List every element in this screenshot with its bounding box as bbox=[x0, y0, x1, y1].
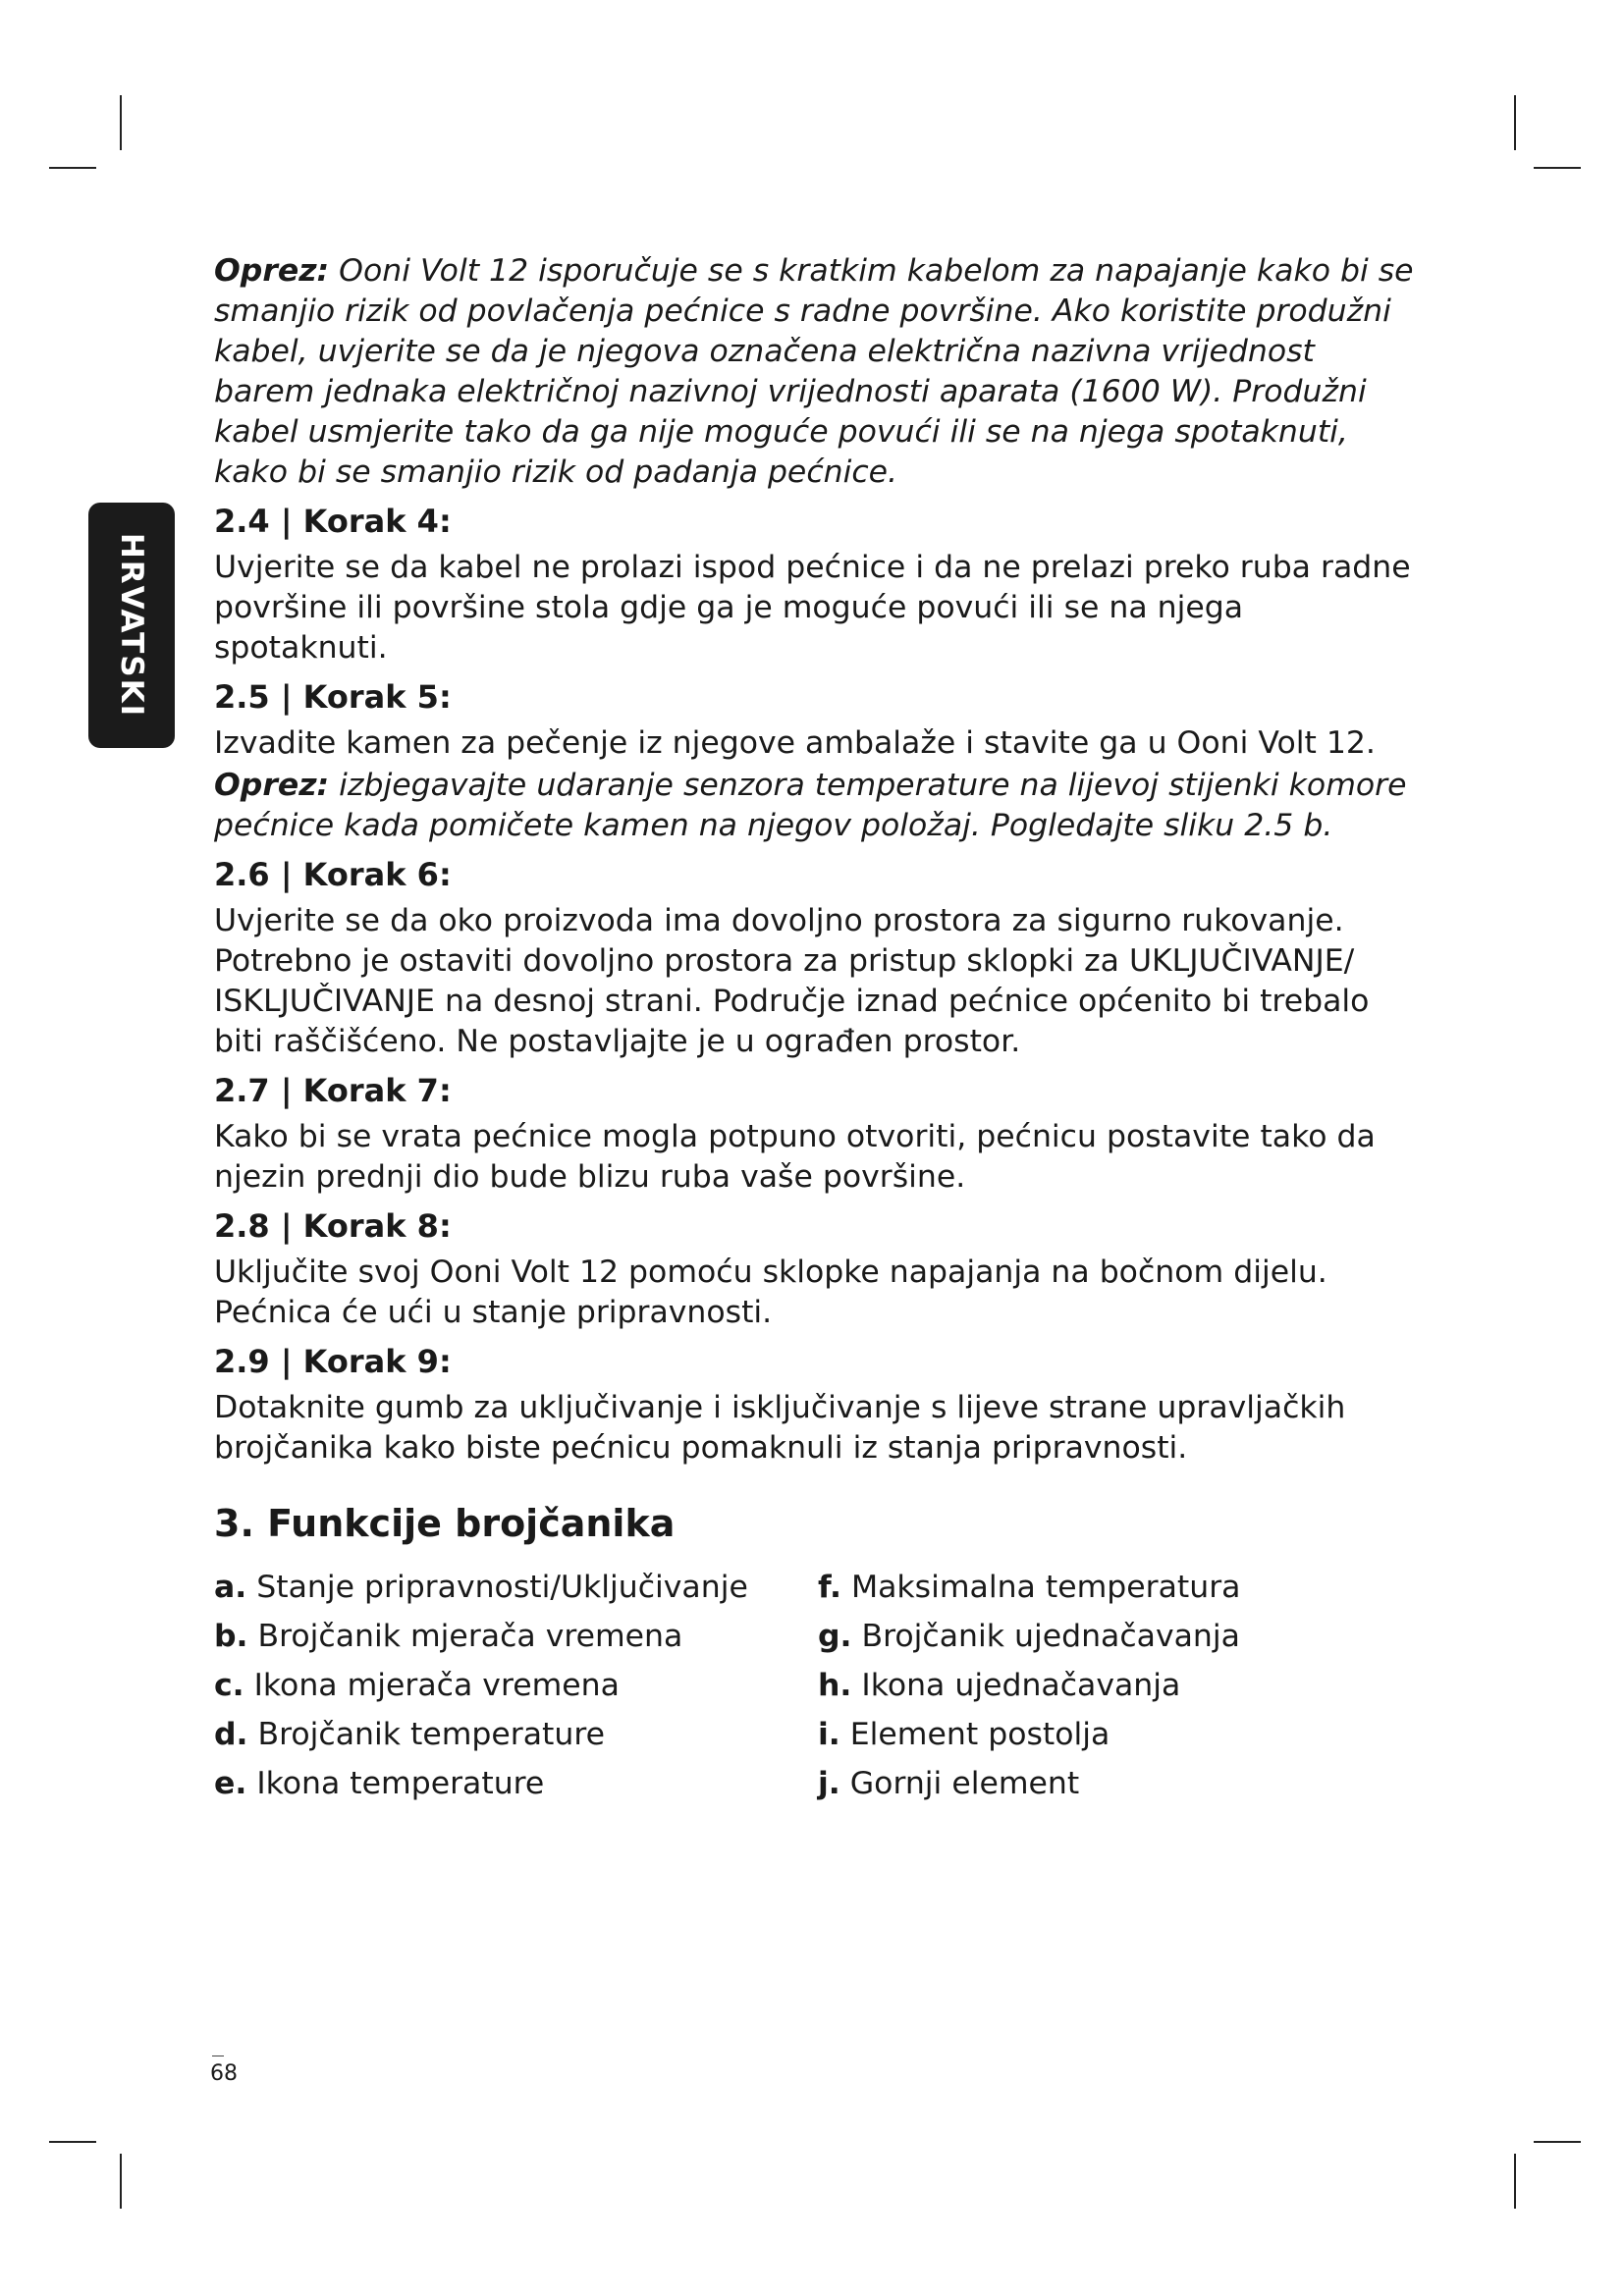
feature-item-g bbox=[818, 1612, 1422, 1661]
step-5-caution-label: Oprez: bbox=[214, 768, 330, 803]
caution-intro-label: Oprez: bbox=[214, 253, 330, 289]
feature-item-j bbox=[818, 1759, 1422, 1808]
feature-label: Ikona temperature bbox=[256, 1766, 545, 1801]
step-4-heading: 2.4 | Korak 4: bbox=[214, 503, 452, 540]
section-3-title: 3. Funkcije brojčanika bbox=[214, 1502, 676, 1545]
crop-mark-top-left-horizontal bbox=[49, 167, 96, 169]
step-6-text: Uvjerite se da oko proizvoda ima dovoljno prostora za sigurno rukovanje. Potrebno je ostaviti dovoljno prostora za pristup sklopki za UKLJUČIVANJE/ ISKLJUČIVANJE na desnoj strani. Područje iznad pećnice općenito bi trebalo biti raščišćeno. Ne postavljajte je u ograđen prostor. bbox=[214, 903, 1370, 1059]
step-5-heading: 2.5 | Korak 5: bbox=[214, 678, 452, 716]
feature-label: Stanje pripravnosti/Uključivanje bbox=[256, 1570, 748, 1605]
feature-letter: b. bbox=[214, 1619, 248, 1654]
feature-item-b bbox=[214, 1612, 818, 1661]
crop-mark-bottom-right-horizontal bbox=[1534, 2141, 1581, 2143]
feature-item-a bbox=[214, 1563, 818, 1612]
crop-mark-bottom-left-horizontal bbox=[49, 2141, 96, 2143]
crop-mark-bottom-left-vertical bbox=[120, 2154, 122, 2209]
step-9-text: Dotaknite gumb za uključivanje i isključivanje s lijeve strane upravljačkih brojčanika kako biste pećnicu pomaknuli iz stanja pripravnosti. bbox=[214, 1390, 1346, 1466]
feature-item-e bbox=[214, 1759, 818, 1808]
crop-mark-top-left-vertical bbox=[120, 95, 122, 150]
feature-letter: c. bbox=[214, 1668, 244, 1703]
feature-label: Brojčanik temperature bbox=[257, 1717, 605, 1752]
page-content bbox=[214, 251, 1422, 1808]
feature-label: Brojčanik ujednačavanja bbox=[861, 1619, 1240, 1654]
feature-label: Ikona ujednačavanja bbox=[861, 1668, 1181, 1703]
feature-item-d bbox=[214, 1710, 818, 1759]
features-left-column bbox=[214, 1563, 818, 1808]
feature-label: Element postolja bbox=[849, 1717, 1110, 1752]
feature-item-c bbox=[214, 1661, 818, 1710]
feature-letter: g. bbox=[818, 1619, 852, 1654]
feature-letter: j. bbox=[818, 1766, 840, 1801]
feature-item-i bbox=[818, 1710, 1422, 1759]
step-7-text: Kako bi se vrata pećnice mogla potpuno otvoriti, pećnicu postavite tako da njezin prednji dio bude blizu ruba vaše površine. bbox=[214, 1119, 1376, 1195]
feature-letter: a. bbox=[214, 1570, 247, 1605]
feature-label: Ikona mjerača vremena bbox=[253, 1668, 620, 1703]
feature-letter: f. bbox=[818, 1570, 841, 1605]
crop-mark-top-right-vertical bbox=[1514, 95, 1516, 150]
feature-label: Brojčanik mjerača vremena bbox=[257, 1619, 683, 1654]
dial-features-list bbox=[214, 1563, 1422, 1808]
features-right-column bbox=[818, 1563, 1422, 1808]
crop-mark-bottom-right-vertical bbox=[1514, 2154, 1516, 2209]
feature-label: Maksimalna temperatura bbox=[850, 1570, 1241, 1605]
feature-item-h bbox=[818, 1661, 1422, 1710]
step-8-text: Uključite svoj Ooni Volt 12 pomoću sklopke napajanja na bočnom dijelu. Pećnica će ući u stanje pripravnosti. bbox=[214, 1255, 1327, 1330]
step-7-heading: 2.7 | Korak 7: bbox=[214, 1072, 452, 1109]
language-side-tab-label: HRVATSKI bbox=[114, 532, 149, 719]
feature-letter: h. bbox=[818, 1668, 852, 1703]
step-8-heading: 2.8 | Korak 8: bbox=[214, 1207, 452, 1245]
crop-mark-top-right-horizontal bbox=[1534, 167, 1581, 169]
feature-letter: e. bbox=[214, 1766, 247, 1801]
step-9-heading: 2.9 | Korak 9: bbox=[214, 1343, 452, 1380]
caution-intro-text: Ooni Volt 12 isporučuje se s kratkim kabelom za napajanje kako bi se smanjio rizik od povlačenja pećnice s radne površine. Ako koristite produžni kabel, uvjerite se da je njegova označena električna nazivna vrijednost barem jednaka električnoj nazivnoj vrijednosti aparata (1600 W). Produžni kabel usmjerite tako da ga nije moguće povući ili se na njega spotaknuti, kako bi se smanjio rizik od padanja pećnice. bbox=[214, 253, 1414, 490]
step-5-caution-text: izbjegavajte udaranje senzora temperature na lijevoj stijenki komore pećnice kada pomičete kamen na njegov položaj. Pogledajte sliku 2.5 b. bbox=[214, 768, 1407, 843]
page-number: 68 bbox=[210, 2061, 238, 2086]
language-side-tab bbox=[88, 503, 175, 748]
step-5-text: Izvadite kamen za pečenje iz njegove ambalaže i stavite ga u Ooni Volt 12. bbox=[214, 725, 1376, 761]
feature-label: Gornji element bbox=[849, 1766, 1080, 1801]
feature-item-f bbox=[818, 1563, 1422, 1612]
feature-letter: d. bbox=[214, 1717, 248, 1752]
step-6-heading: 2.6 | Korak 6: bbox=[214, 856, 452, 893]
caution-intro bbox=[214, 251, 1422, 493]
step-5-caution bbox=[214, 766, 1422, 846]
feature-letter: i. bbox=[818, 1717, 840, 1752]
step-4-text: Uvjerite se da kabel ne prolazi ispod pećnice i da ne prelazi preko ruba radne površine ili površine stola gdje ga je moguće povući ili se na njega spotaknuti. bbox=[214, 550, 1411, 666]
